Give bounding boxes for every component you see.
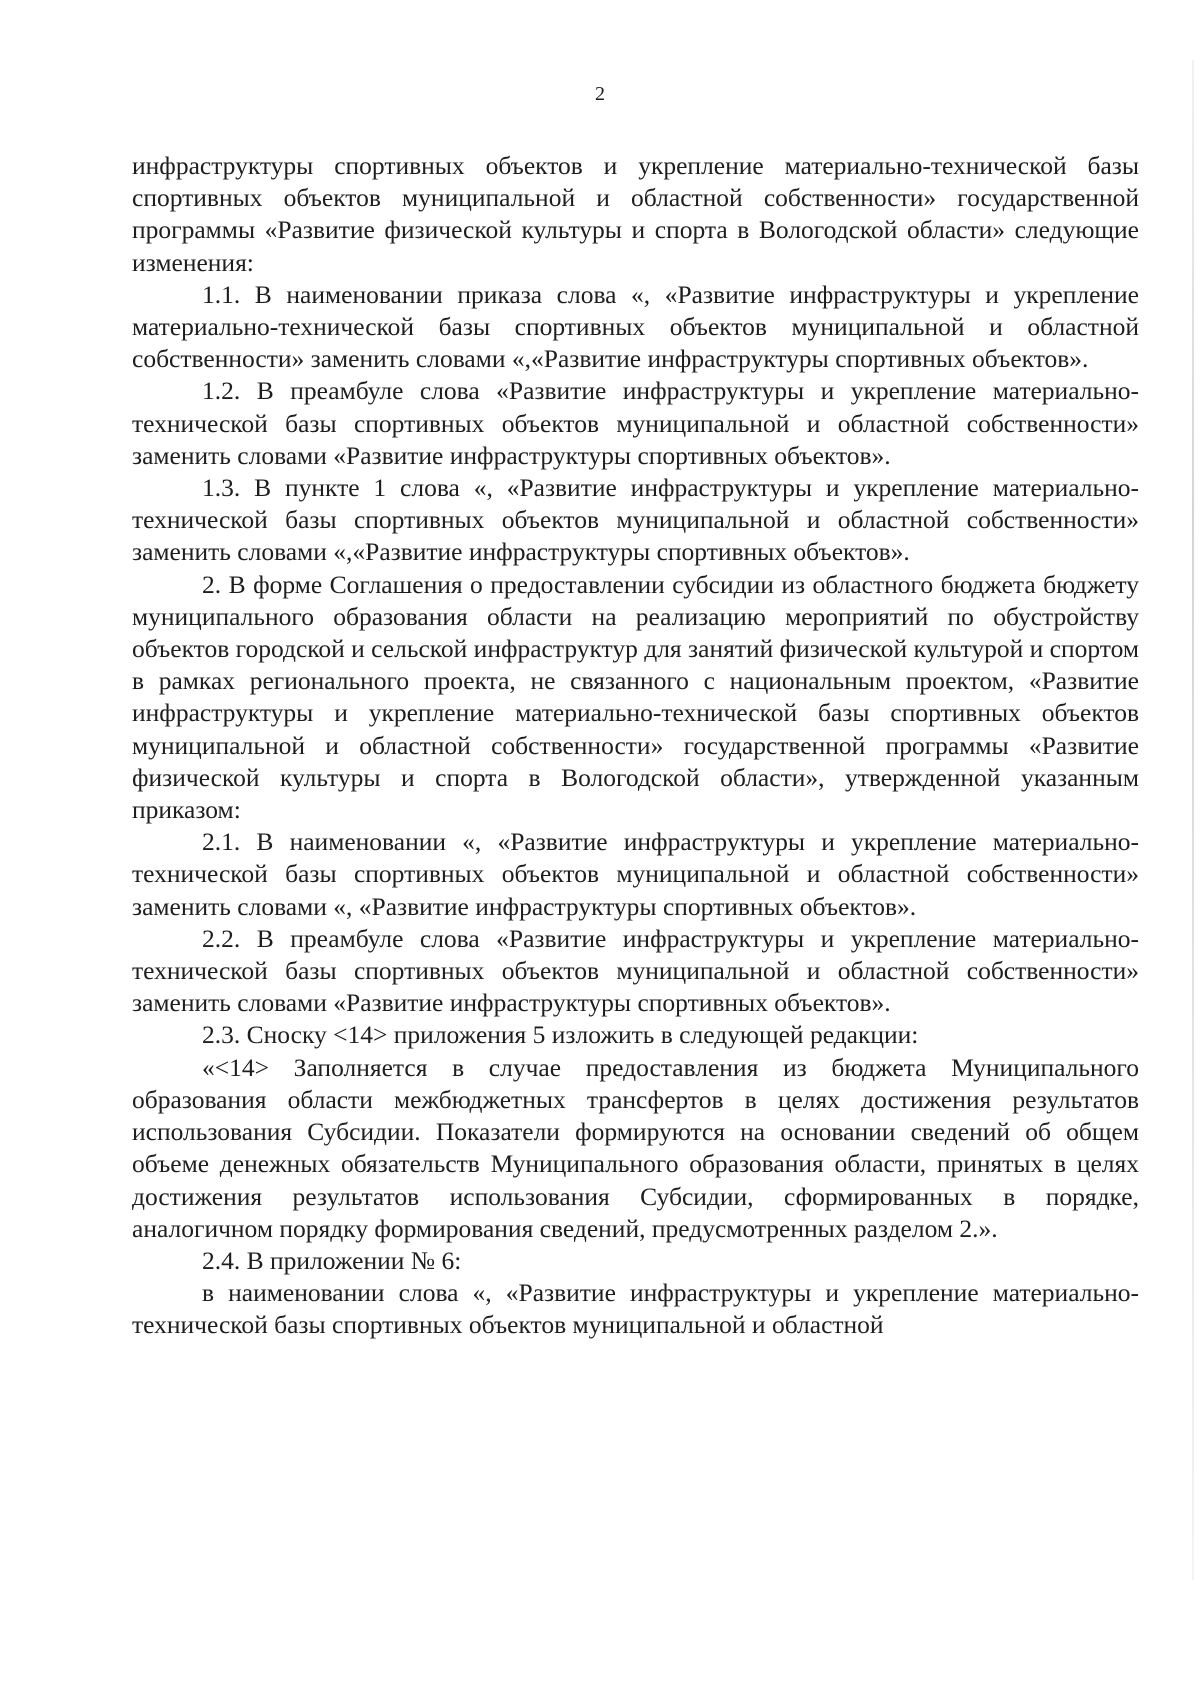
document-body — [132, 150, 1139, 1342]
paragraph-footnote-14: «<14> Заполняется в случае предоставления из бюджета Муниципального образования области межбюджетных трансфертов в целях достижения результатов использования Субсидии. Показатели формируются на основании сведений об общем объеме денежных обязательств Муниципального образования области, принятых в целях достижения результатов использования Субсидии, сформированных в порядке, аналогичном порядку формирования сведений, предусмотренных разделом 2.». — [132, 1052, 1139, 1243]
page-number: 2 — [595, 83, 605, 105]
paragraph-2-3: 2.3. Сноску <14> приложения 5 изложить в следующей редакции: — [202, 1020, 919, 1050]
paragraph-2: 2. В форме Соглашения о предоставлении субсидии из областного бюджета бюджету муниципального образования области на реализацию мероприятий по обустройству объектов городской и сельской инфраструктур для занятий физической культурой и спортом в рамках регионального проекта, не связанного с национальным проектом, «Развитие инфраструктуры и укрепление материально-технической базы спортивных объектов муниципальной и областной собственности» государственной программы «Развитие физической культуры и спорта в Вологодской области», утвержденной указанным приказом: — [132, 569, 1139, 825]
scan-edge-shadow — [1192, 60, 1194, 1580]
paragraph-appendix-6-title: в наименовании слова «, «Развитие инфраструктуры и укрепление материально-технической базы спортивных объектов муниципальной и областной — [132, 1278, 1139, 1340]
paragraph-continuation: инфраструктуры спортивных объектов и укрепление материально-технической базы спортивных объектов муниципальной и областной собственности» государственной программы «Развитие физической культуры и спорта в Вологодской области» следующие изменения: — [132, 151, 1139, 277]
paragraph-1-2: 1.2. В преамбуле слова «Развитие инфраструктуры и укрепление материально-технической базы спортивных объектов муниципальной и областной собственности» заменить словами «Развитие инфраструктуры спортивных объектов». — [132, 376, 1139, 470]
paragraph-2-4: 2.4. В приложении № 6: — [202, 1245, 462, 1275]
paragraph-1-1: 1.1. В наименовании приказа слова «, «Развитие инфраструктуры и укрепление материально-технической базы спортивных объектов муниципальной и областной собственности» заменить словами «,«Развитие инфраструктуры спортивных объектов». — [132, 279, 1139, 374]
paragraph-2-2: 2.2. В преамбуле слова «Развитие инфраструктуры и укрепление материально-технической базы спортивных объектов муниципальной и областной собственности» заменить словами «Развитие инфраструктуры спортивных объектов». — [132, 923, 1139, 1018]
paragraph-2-1: 2.1. В наименовании «, «Развитие инфраструктуры и укрепление материально-технической базы спортивных объектов муниципальной и областной собственности» заменить словами «, «Развитие инфраструктуры спортивных объектов». — [132, 827, 1139, 921]
paragraph-1-3: 1.3. В пункте 1 слова «, «Развитие инфраструктуры и укрепление материально-технической базы спортивных объектов муниципальной и областной собственности» заменить словами «,«Развитие инфраструктуры спортивных объектов». — [132, 473, 1139, 567]
